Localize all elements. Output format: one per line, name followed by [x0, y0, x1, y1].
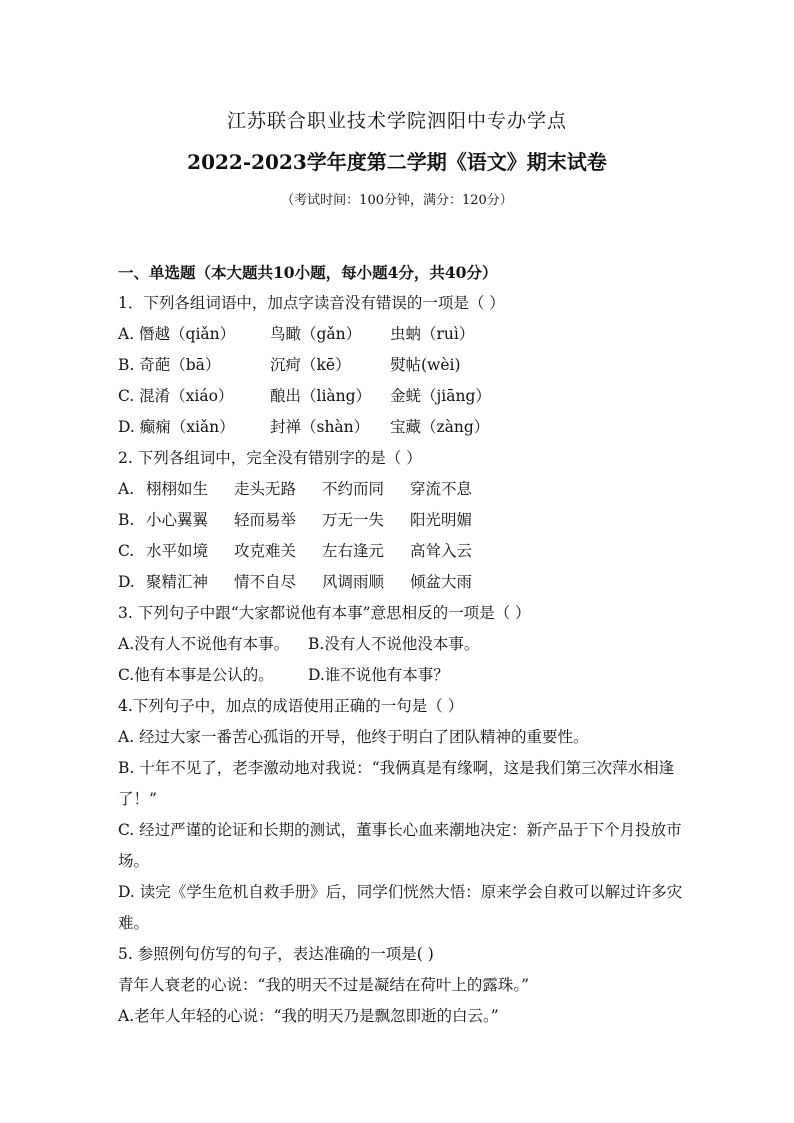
option-text: 高耸入云	[410, 542, 473, 560]
option-text: A.没有人不说他有本事。	[118, 635, 290, 653]
option-text: 万无一失	[322, 511, 385, 529]
option-text: C. 混淆（xiáo）	[118, 387, 234, 405]
question-4-option-c: C. 经过严谨的论证和长期的测试，董事长心血来潮地决定：新产品于下个月投放市场。	[118, 821, 682, 870]
question-5-stem: 5. 参照例句仿写的句子，表达准确的一项是( )	[118, 945, 434, 963]
option-text: A. 僭越（qiǎn）	[118, 325, 236, 343]
option-text: 熨帖(wèi)	[390, 356, 461, 374]
question-4-stem: 4.下列句子中，加点的成语使用正确的一句是（ ）	[118, 697, 464, 715]
option-letter: A.	[118, 480, 135, 498]
option-text: 虫蚋（ruì）	[390, 325, 475, 343]
option-text: 阳光明媚	[410, 511, 473, 529]
section-heading: 一、单选题（本大题共10小题，每小题4分，共40分）	[118, 263, 498, 282]
question-1-option-a	[118, 319, 684, 350]
option-text: 封禅（shàn）	[270, 418, 370, 436]
option-text: 小心翼翼	[146, 511, 209, 529]
option-text: 倾盆大雨	[410, 573, 473, 591]
question-5-option-a: A.老年人年轻的心说：“我的明天乃是飘忽即逝的白云。”	[118, 1007, 499, 1025]
exam-note: （考试时间：100分钟，满分：120分）	[281, 193, 513, 208]
option-text: B.没有人不说他没本事。	[308, 635, 480, 653]
option-text: 栩栩如生	[146, 480, 209, 498]
option-text: 酿出（liàng）	[270, 387, 372, 405]
question-4-option-b: B. 十年不见了，老李激动地对我说：“我俩真是有缘啊，这是我们第三次萍水相逢了！”	[118, 759, 675, 808]
option-text: 不约而同	[322, 480, 385, 498]
option-text: B. 奇葩（bā）	[118, 356, 221, 374]
option-letter: B.	[118, 511, 135, 529]
question-1-option-d	[118, 412, 684, 443]
option-text: 攻克难关	[234, 542, 297, 560]
option-text: D.谁不说他有本事？	[308, 666, 449, 684]
question-2-option-b	[118, 505, 684, 536]
option-text: 穿流不息	[410, 480, 473, 498]
question-3-options-ab	[118, 629, 684, 660]
question-1-option-c	[118, 381, 684, 412]
question-2-option-a	[118, 474, 684, 505]
question-1-stem: 1．下列各组词语中，加点字读音没有错误的一项是（ ）	[118, 294, 505, 312]
option-text: 情不自尽	[234, 573, 297, 591]
question-4-option-a: A. 经过大家一番苦心孤诣的开导，他终于明白了团队精神的重要性。	[118, 728, 589, 746]
question-2-option-d	[118, 567, 684, 598]
question-3-options-cd	[118, 660, 684, 691]
exam-title: 2022-2023学年度第二学期《语文》期末试卷	[187, 150, 607, 174]
option-text: 沉疴（kē）	[270, 356, 351, 374]
option-text: D. 癫痫（xiǎn）	[118, 418, 235, 436]
question-1-option-b	[118, 350, 684, 381]
option-text: 左右逢元	[322, 542, 385, 560]
question-4-option-d: D. 读完《学生危机自救手册》后，同学们恍然大悟：原来学会自救可以解过许多灾难。	[118, 883, 683, 932]
option-text: 鸟瞰（gǎn）	[270, 325, 362, 343]
school-name: 江苏联合职业技术学院泗阳中专办学点	[226, 110, 567, 132]
option-text: 轻而易举	[234, 511, 297, 529]
option-text: 风调雨顺	[322, 573, 385, 591]
option-text: 水平如境	[146, 542, 209, 560]
option-text: 宝藏（zàng）	[390, 418, 490, 436]
option-letter: C.	[118, 542, 135, 560]
question-2-option-c	[118, 536, 684, 567]
option-letter: D.	[118, 573, 135, 591]
option-text: 聚精汇神	[146, 573, 209, 591]
question-3-stem: 3. 下列句子中跟“大家都说他有本事”意思相反的一项是（ ）	[118, 604, 531, 622]
question-5-example: 青年人衰老的心说：“我的明天不过是凝结在荷叶上的露珠。”	[118, 976, 530, 994]
exam-body	[118, 257, 684, 1032]
question-2-stem: 2. 下列各组词中，完全没有错别字的是（ ）	[118, 449, 422, 467]
option-text: C.他有本事是公认的。	[118, 666, 274, 684]
option-text: 走头无路	[234, 480, 297, 498]
option-text: 金蜣（jiāng）	[390, 387, 491, 405]
